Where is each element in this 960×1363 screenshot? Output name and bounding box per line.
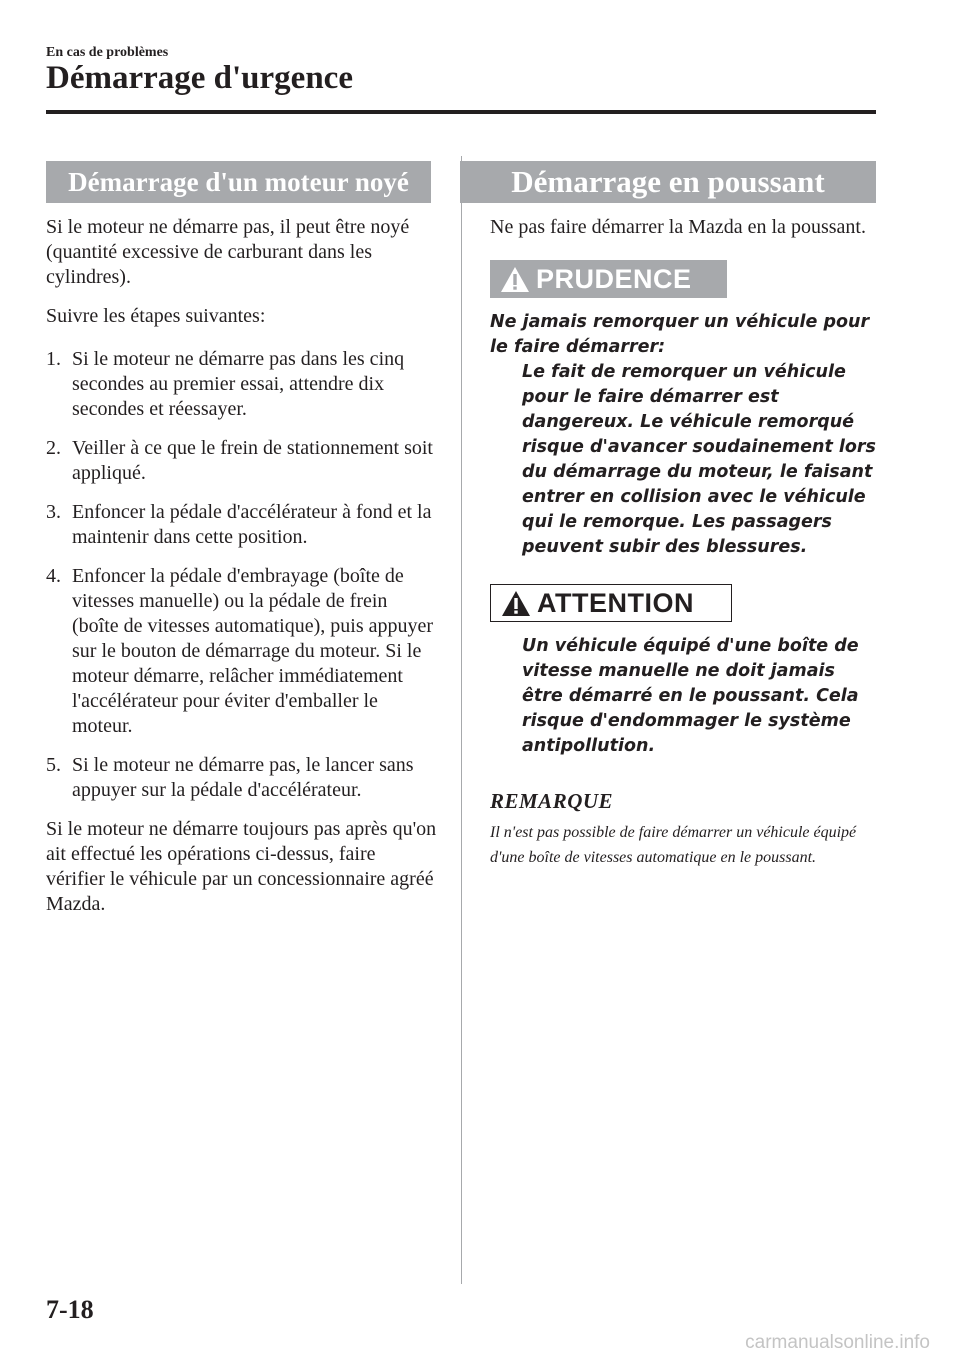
step-number: 4. [46,565,61,587]
step-text: Si le moteur ne démarre pas dans les cinq secondes au premier essai, attendre dix secondes et réessayer. [72,348,405,420]
danger-label: PRUDENCE [536,263,692,294]
warning-triangle-icon [500,266,530,293]
step-text: Enfoncer la pédale d'embrayage (boîte de vitesses manuelle) ou la pédale de frein (boîte de vitesses automatique), puis appuyer sur le bouton de démarrage du moteur. Si le moteur démarre, relâcher immédiatement l'accélérateur pour éviter d'emballer le moteur. [72,565,434,737]
column-divider [461,156,462,1284]
section-heading-push-start: Démarrage en poussant [460,161,876,203]
right-column [490,161,876,870]
section-label: En cas de problèmes [46,45,169,60]
step-item [46,564,438,739]
left-column [46,161,438,917]
caution-badge [490,584,732,622]
outro-paragraph: Si le moteur ne démarre toujours pas après qu'on ait effectué les opérations ci-dessus, faire vérifier le véhicule par un concessionnaire agréé Mazda. [46,818,437,915]
caution-label: ATTENTION [537,587,694,618]
step-number: 1. [46,348,61,370]
danger-badge [490,260,727,298]
page-number: 7-18 [46,1295,94,1324]
danger-heading: Ne jamais remorquer un véhicule pour le faire démarrer: [490,312,870,357]
warning-triangle-icon [501,590,531,617]
caution-text: Un véhicule équipé d'une boîte de vitesse manuelle ne doit jamais être démarré en le poussant. Cela risque d'endommager le système antipollution. [522,636,859,756]
intro-paragraph: Si le moteur ne démarre pas, il peut être noyé (quantité excessive de carburant dans les cylindres). [46,216,410,288]
step-number: 5. [46,754,61,776]
step-number: 2. [46,437,61,459]
remark-title: REMARQUE [490,789,614,813]
step-item [46,436,438,486]
remark-text: Il n'est pas possible de faire démarrer un véhicule équipé d'une boîte de vitesses automatique en le poussant. [490,824,857,866]
title-rule [46,110,876,114]
step-text: Veiller à ce que le frein de stationnement soit appliqué. [72,437,433,484]
page-title: Démarrage d'urgence [46,60,353,96]
step-item [46,500,438,550]
watermark: carmanualsonline.info [745,1332,930,1353]
step-item [46,347,438,422]
steps-list [46,347,438,803]
steps-intro: Suivre les étapes suivantes: [46,305,266,327]
step-text: Si le moteur ne démarre pas, le lancer sans appuyer sur la pédale d'accélérateur. [72,754,414,801]
danger-text: Le fait de remorquer un véhicule pour le faire démarrer est dangereux. Le véhicule remorqué risque d'avancer soudainement lors du démarrage du moteur, le faisant entrer en collision avec le véhicule qui le remorque. Les passagers peuvent subir des blessures. [522,362,876,557]
push-start-intro: Ne pas faire démarrer la Mazda en la poussant. [490,216,866,238]
step-item [46,753,438,803]
step-number: 3. [46,501,61,523]
section-heading-flooded-engine: Démarrage d'un moteur noyé [46,161,431,203]
step-text: Enfoncer la pédale d'accélérateur à fond et la maintenir dans cette position. [72,501,432,548]
